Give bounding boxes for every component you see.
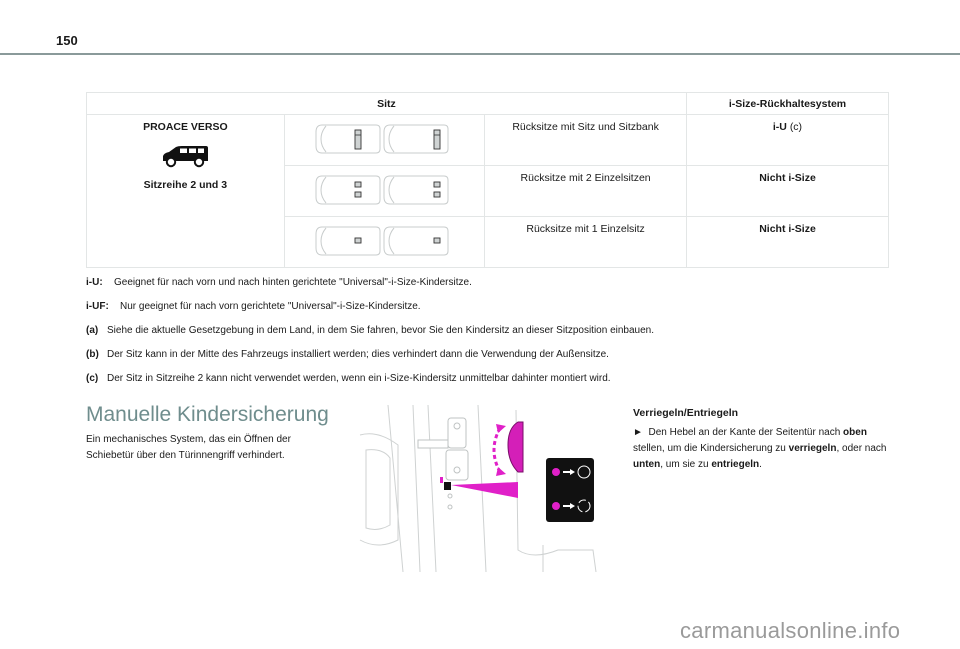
model-cell bbox=[87, 115, 285, 268]
footnote-iuf bbox=[86, 300, 906, 324]
row-description: Rücksitze mit Sitz und Sitzbank bbox=[485, 115, 687, 166]
van-icon bbox=[88, 143, 283, 169]
footnote-key: (b) bbox=[86, 349, 99, 360]
model-name: PROACE VERSO bbox=[143, 121, 228, 133]
header-seat: Sitz bbox=[87, 93, 687, 115]
lock-unlock-title: Verriegeln/Entriegeln bbox=[633, 407, 739, 419]
footnote-text: Nur geeignet für nach vorn gerichtete "Universal"-i-Size-Kindersitze. bbox=[120, 301, 421, 312]
lock-unlock-instructions: ► Den Hebel an der Kante der Seitentür nach oben stellen, um die Kindersicherung zu verriegeln, oder nach unten, um sie zu entriegeln. bbox=[633, 427, 887, 470]
header-system: i-Size-Rückhaltesystem bbox=[686, 93, 888, 115]
row-result bbox=[686, 115, 888, 166]
table-row bbox=[87, 115, 889, 166]
two-single-seats-diagram bbox=[284, 166, 484, 217]
bullet-arrow-icon: ► bbox=[633, 427, 643, 438]
footnotes bbox=[86, 276, 906, 396]
seat-compatibility-table bbox=[86, 92, 889, 268]
result-value: Nicht i-Size bbox=[759, 223, 816, 235]
footnote-a bbox=[86, 324, 906, 348]
result-value: Nicht i-Size bbox=[759, 172, 816, 184]
footnote-text: Siehe die aktuelle Gesetzgebung in dem Land, in dem Sie fahren, bevor Sie den Kindersitz an dieser Sitzposition einbauen. bbox=[107, 325, 655, 336]
footnote-text: Geeignet für nach vorn und nach hinten gerichtete "Universal"-i-Size-Kindersitze. bbox=[114, 277, 472, 288]
section-title: Manuelle Kindersicherung bbox=[86, 403, 329, 426]
row-result bbox=[686, 217, 888, 268]
footnote-key: (c) bbox=[86, 373, 99, 384]
footnote-key: i-UF: bbox=[86, 301, 109, 312]
table-header-row bbox=[87, 93, 889, 115]
footnote-c bbox=[86, 372, 906, 396]
footnote-text: Der Sitz kann in der Mitte des Fahrzeugs installiert werden; dies verhindert dann die Verwendung der Außensitze. bbox=[107, 349, 609, 360]
row-result bbox=[686, 166, 888, 217]
footnote-key: (a) bbox=[86, 325, 99, 336]
footnote-iu bbox=[86, 276, 906, 300]
bench-seat-diagram bbox=[284, 115, 484, 166]
section-intro: Ein mechanisches System, das ein Öffnen der Schiebetür über den Türinnengriff verhindert. bbox=[86, 434, 291, 461]
seat-rows-label: Sitzreihe 2 und 3 bbox=[143, 179, 228, 191]
footnote-text: Der Sitz in Sitzreihe 2 kann nicht verwendet werden, wenn ein i-Size-Kindersitz unmittelbar dahinter montiert wird. bbox=[107, 373, 611, 384]
child-lock-door-illustration bbox=[358, 400, 608, 572]
header-rule bbox=[0, 53, 960, 55]
page-number: 150 bbox=[56, 33, 78, 48]
watermark: carmanualsonline.info bbox=[680, 618, 901, 643]
result-note: (c) bbox=[789, 121, 803, 133]
one-single-seat-diagram bbox=[284, 217, 484, 268]
footnote-key: i-U: bbox=[86, 277, 103, 288]
row-description: Rücksitze mit 2 Einzelsitzen bbox=[485, 166, 687, 217]
footnote-b bbox=[86, 348, 906, 372]
result-value: i-U bbox=[772, 121, 787, 133]
row-description: Rücksitze mit 1 Einzelsitz bbox=[485, 217, 687, 268]
